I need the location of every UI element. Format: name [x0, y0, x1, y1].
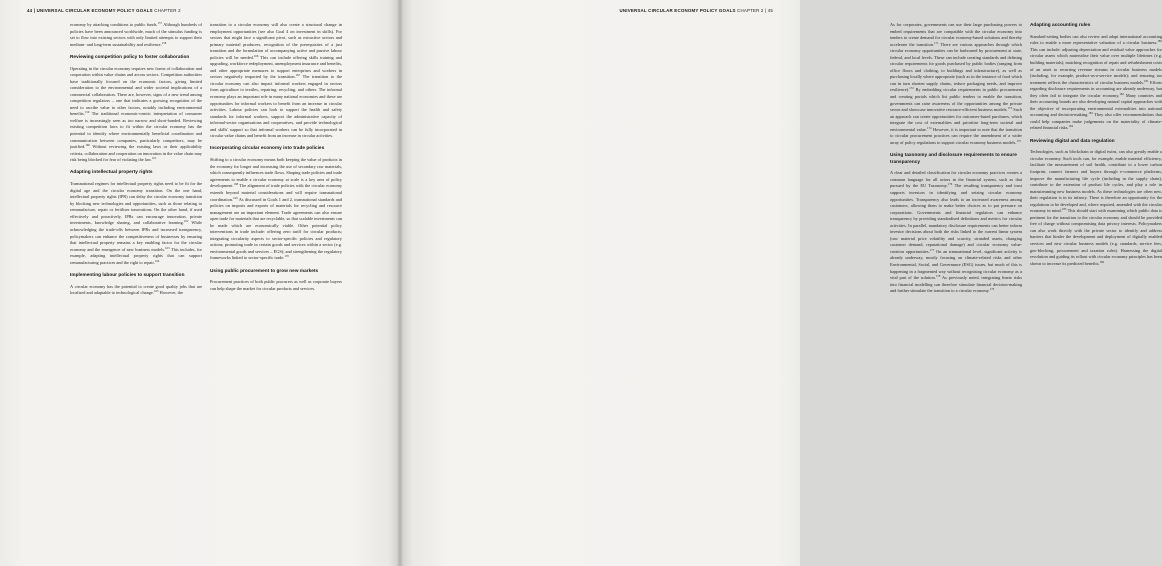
section-heading: Incorporating circular economy into trade policies: [210, 145, 325, 151]
paragraph: As for corporates, governments can use their large purchasing powers to embed requirements that are compatible with the circular economy into tenders to create demand for circular economy-based solutions and thereby accelerate the transition.$^{171}$ There are various approaches through which circular economy opportunities can be harboured by procurement at state, federal, and local levels. These can include creating standards and defining circular requirements for goods purchased by public bodies (ranging from office floors and clothing, to buildings and infrastructure), as well as purchasing locally where appropriate (such as in the instance of food which can in turn shorten supply chains, reduce packaging needs, and improve resilience).$^{172}$ By embedding circular requirements in public procurement and creating portals which list public tenders to enable the transition, governments can raise awareness of the opportunities among the private sector and showcase innovative resource-efficient business models.$^{173}$ Such an approach can create opportunities for outcomes-based purchases, which integrate the cost of externalities and prioritise long-term societal and environmental value.$^{174}$ However, it is important to note that the transition to circular procurement practices can require the amendment of a wider array of policy regulations to support circular economy business models.$^{175}$: [890, 22, 1022, 145]
paragraph: A clear and detailed classification for circular economy practices creates a common language for all actors in the financial system, such as that pursued by the EU Taxonomy.$^{176}$ The resulting transparency and trust supports investors in identifying and seizing circular economy opportunities. Transparency also leads to an increased awareness among customers, allowing them to make better choices as to put pressure on corporations. Governments and financial regulators can enhance transparency by providing standardised definitions and metrics for circular activities. In parallel, mandatory disclosure requirements can better inform investor decisions about both the risks linked to the current linear system (raw material price volatility and scarcity, stranded assets, changing customer demand, reputational damage) and circular economy value-creation opportunities.$^{177}$ On an transnational level, significant activity is already underway, mostly focusing on climate-related risks and other Environmental, Social, and Governance (ESG) issues, but much of this is happening in a fragmented way without recognising circular economy as a vital part of the solution.$^{178}$ As previously noted, integrating linear risks into financial modelling can therefore stimulate financial decision-making and further stimulate the transition to a circular economy.$^{179}$: [890, 170, 1023, 294]
paragraph: Operating in the circular economy requires new forms of collaboration and cooperation within value chains and across sectors. Competition authorities have traditionally focused on the economic factors, giving limited consideration to the environmental and wider societal implications of a commercial collaboration. There are, however, signs of a new trend among competition regulators – one that indicates a growing recognition of the need to ascribe value to other factors, notably including environmental benefits.$^{159}$ The traditional economic-centric interpretation of consumer welfare is increasingly seen as too narrow and short-handed. Reviewing existing competition laws to fit within the circular economy has the potential to identify where environmentally beneficial coordination and communication between companies, particularly competitors, may be justified.$^{160}$ Without reviewing the existing laws or their applicability criteria, collaboration and cooperation on innovation in the value chain may risk being blocked for fear of violating the law.$^{161}$: [70, 65, 202, 163]
footnote-marker: 165: [153, 289, 159, 294]
footnote-marker: 158: [161, 40, 167, 45]
footnote-marker: 168: [233, 182, 239, 187]
footnote-marker: 173: [1007, 106, 1013, 111]
running-head-right-title: UNIVERSAL CIRCULAR ECONOMY POLICY GOALS: [619, 8, 736, 13]
footnote-marker: 164: [154, 258, 160, 263]
footnote-marker: 174: [926, 125, 932, 130]
paragraph: A circular economy has the potential to create good quality jobs that are localised and adaptable to technological change.$^{165}$ However, the: [70, 283, 202, 296]
footnote-marker: 181: [1144, 78, 1149, 83]
footnote-marker: 171: [934, 40, 939, 45]
paragraph: Technologies, such as blockchain or digital twins, can also greatly enable a circular economy. Such tools can, for example, enable material efficiency, facilitate the measurement of soil health, contribute to a lower carbon footprint, connect farmers and buyers through e-commerce platforms, improve the manufacturing life cycle (including in the supply chain), contribute to the extension of product life cycles, and play a role in mainstreaming new business models. As these technologies are often new, their regulation is in its infancy. There is therefore an opportunity for the regulations to be developed and, where required, amended with the circular economy in mind.$^{185}$ This should start with examining which public data is pertinent for the transition to the circular economy and should be provided free of charge without compromising data privacy interests. Policymakers can also work directly with the private sector to identify and address barriers that hinder the development and deployment of digitally enabled services and new circular business models (e.g. standards, service fees, geo-blocking, procurement and taxation rules). Harnessing the digital revolution and guiding its rollout with circular economy principles has been shown to increase its predicted benefits.$^{186}$: [1030, 149, 1162, 266]
footnote-marker: 182: [1119, 91, 1124, 96]
footnote-marker: 180: [1157, 39, 1162, 44]
footnote-marker: 157: [157, 21, 163, 25]
footnote-marker: 159: [84, 110, 90, 115]
section-heading: Using public procurement to grow new markets: [210, 267, 319, 273]
section-heading: Reviewing competition policy to foster collaboration: [70, 53, 190, 59]
footnote-marker: 186: [1099, 259, 1105, 264]
footnote-marker: 175: [1016, 138, 1022, 143]
footnote-marker: 184: [1068, 124, 1074, 129]
column-2: [210, 22, 342, 302]
footnote-marker: 185: [1061, 207, 1067, 212]
paragraph: Shifting to a circular economy means both keeping the value of products in the economy for longer and increasing the use of secondary raw materials, which consequently influences trade flows. Shaping trade policies and trade agreements to enable a circular economy at scale is a key area of policy development.$^{168}$ The alignment of trade policies with the circular economy extends beyond material considerations and will require transnational coordination.$^{169}$ As discussed in Goals 1 and 2, transnational standards and policies on imports and exports of materials for recycling and resource management are an important element. Trade agreements can also ensure open trade for materials that are recyclable, so that scalable investments can be made which are economically viable. Other potential policy interventions in trade include: offering zero tariff for circular products; integrating circularity aspects to sector-specific policies and regulatory actions; promoting trade in certain goods and services within a sector (e.g. environmental goods and services – EGS); and strengthening the regulatory frameworks linked to sector-specific trade.$^{170}$: [210, 157, 342, 261]
running-head-right: [619, 8, 773, 13]
footnote-marker: 179: [989, 287, 995, 292]
column-3: [890, 22, 1022, 300]
running-head-right-chapter: CHAPTER 2 | 45: [737, 8, 773, 13]
column-1: [70, 22, 202, 302]
running-head-left-chapter: CHAPTER 2: [154, 8, 181, 13]
footnote-marker: 176: [947, 182, 953, 187]
running-head-left: [27, 8, 181, 13]
running-head-left-title: 44 | UNIVERSAL CIRCULAR ECONOMY POLICY GOALS: [27, 8, 153, 13]
page-left: [0, 0, 400, 566]
section-heading: Using taxonomy and disclosure requirements to ensure transparency: [890, 151, 1017, 164]
section-heading: Adapting intellectual property rights: [70, 169, 153, 175]
footnote-marker: 169: [233, 195, 238, 200]
footnote-marker: 161: [151, 156, 157, 161]
footnote-marker: 163: [165, 245, 170, 250]
left-page-columns: [70, 22, 342, 302]
footnote-marker: 162: [183, 219, 189, 224]
footnote-marker: 183: [1088, 111, 1093, 116]
footnote-marker: 172: [909, 86, 914, 91]
paragraph: Procurement practices of both public procurers as well as corporate buyers can help shape the market for circular products and services.: [210, 279, 342, 291]
footnote-marker: 170: [284, 254, 289, 259]
paragraph: transition to a circular economy will also create a structural change in employment opportunities (see also Goal 4 on investment in skills). For sectors that might face a significant pivot, such as extractive sectors and primary material producers, recognition of the prerequisites of a just transition and the formulation of accompanying active and passive labour policies will be needed.$^{166}$ This can include offering skills training and upgrading, workforce redeployment, unemployment insurance and benefits, and other appropriate measures to support enterprises and workers in sectors negatively impacted by the transition.$^{167}$ The transition to the circular economy can also impact informal workers engaged in sectors from agriculture to textiles, repairing, recycling, and others. The informal economy plays an important role in many national economies and these are opportunities for informal workers to benefit from an increase in circular activities. Labour policies can look to support the health and safety standards for informal workers, support the administrative capacity of informal-sector organisations and cooperatives, and provide technological and skills' support so that informal workers can be fully incorporated in circular value chains and benefit from an increase in circular activities.: [210, 22, 342, 139]
column-4: [1030, 22, 1162, 300]
footnote-marker: 167: [295, 73, 301, 78]
footnote-marker: 166: [253, 53, 259, 58]
paragraph: Transnational regimes for intellectual property rights need to be fit for the digital age and the circular economy transition. On the one hand, intellectual property rights (IPR) can delay the circular economy transition by blocking new technologies and opportunities, such as those relating to remanufacture, repair or fertiliser innovations. On the other hand, if used effectively and proactively, IPRs can encourage innovation, private investments, knowledge sharing, and collaborative learning.$^{162}$ While acknowledging the trade-offs between IPRs and increased transparency, policymakers can enhance the competitiveness of businesses by ensuring that intellectual property remains a key enabling factor for the circular economy and the emergence of new business models.$^{163}$ This includes, for example, adapting intellectual property rights that can support remanufacturing practices and the right to repair.$^{164}$: [70, 181, 203, 265]
page-right: [400, 0, 1162, 566]
footnote-marker: 178: [935, 274, 941, 279]
section-heading: Implementing labour policies to support transition: [70, 271, 185, 277]
section-heading: Adapting accounting rules: [1030, 22, 1091, 27]
footnote-marker: 177: [929, 247, 935, 252]
paragraph: economy by attaching conditions to public funds.$^{157}$ Although hundreds of policies have been announced worldwide, much of the stimulus funding is set to flow into existing sectors with only limited attempts to support their medium- and long-term sustainability and resilience.$^{158}$: [70, 21, 202, 47]
section-heading: Reviewing digital and data regulation: [1030, 137, 1115, 143]
paragraph: Standard-setting bodies can also review and adapt international accounting rules to enable a more representative valuation of a circular business.$^{180}$ This can include: adjusting depreciation and residual value approaches for circular assets which materialise their value over multiple lifetimes (e.g. building materials); matching recognition of repair and refurbishment costs of an asset to recurring revenue streams in circular business models (including, for example, product-as-a-service models); and ensuring tax treatment reflects the characteristics of circular business models.$^{181}$ Efforts regarding disclosure requirements in accounting are already underway, but they often fail to integrate the circular economy.$^{182}$ Many countries and their accounting boards are also developing natural capital approaches with the objective of incorporating environmental externalities into national accounting and decision-making.$^{183}$ They also offer recommendations that could help companies make judgements on the materiality of climate-related financial risks.$^{184}$: [1030, 33, 1162, 131]
right-page-columns: [890, 22, 1162, 300]
footnote-marker: 160: [85, 143, 90, 148]
